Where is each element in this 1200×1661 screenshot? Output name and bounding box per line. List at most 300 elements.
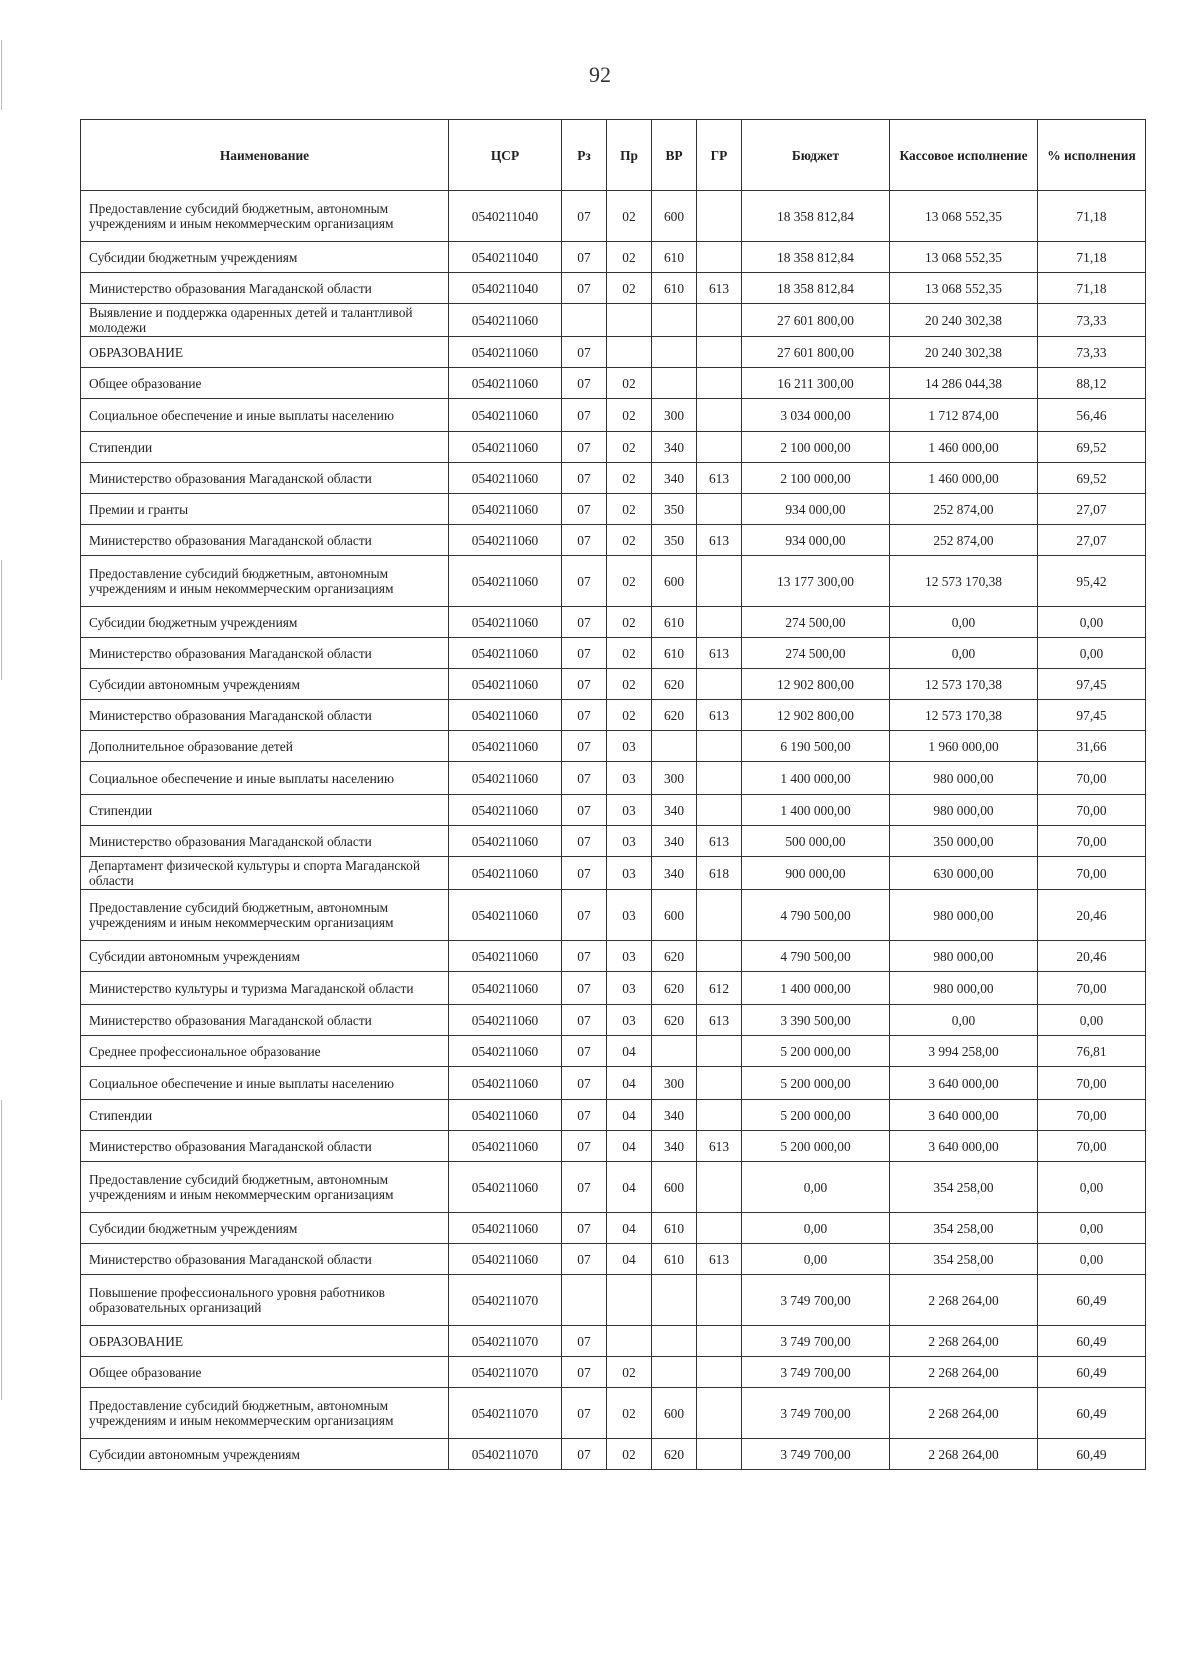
cell-cash: 350 000,00 <box>890 826 1038 857</box>
cell-budget: 3 749 700,00 <box>742 1439 890 1470</box>
cell-vr <box>652 337 697 368</box>
cell-pct: 0,00 <box>1038 1162 1146 1213</box>
cell-csr: 0540211060 <box>449 368 562 399</box>
cell-csr: 0540211060 <box>449 669 562 700</box>
cell-rz: 07 <box>562 273 607 304</box>
table-row <box>81 1439 1146 1470</box>
cell-pr: 04 <box>607 1244 652 1275</box>
cell-gr: 612 <box>697 972 742 1005</box>
table-row <box>81 607 1146 638</box>
cell-rz: 07 <box>562 1357 607 1388</box>
cell-pct: 70,00 <box>1038 857 1146 890</box>
cell-name: Предоставление субсидий бюджетным, автономным учреждениям и иным некоммерческим организациям <box>81 890 449 941</box>
cell-pct: 0,00 <box>1038 607 1146 638</box>
cell-vr: 340 <box>652 1100 697 1131</box>
cell-budget: 5 200 000,00 <box>742 1067 890 1100</box>
cell-cash: 0,00 <box>890 607 1038 638</box>
cell-name: Министерство культуры и туризма Магаданской области <box>81 972 449 1005</box>
cell-pct: 20,46 <box>1038 890 1146 941</box>
cell-pr: 02 <box>607 273 652 304</box>
cell-name: Субсидии бюджетным учреждениям <box>81 1213 449 1244</box>
cell-name: Общее образование <box>81 1357 449 1388</box>
cell-budget: 0,00 <box>742 1162 890 1213</box>
table-row <box>81 556 1146 607</box>
cell-gr <box>697 941 742 972</box>
cell-vr <box>652 304 697 337</box>
cell-pr <box>607 1275 652 1326</box>
cell-rz <box>562 304 607 337</box>
cell-pct: 70,00 <box>1038 762 1146 795</box>
header-row <box>81 120 1146 191</box>
cell-pr: 02 <box>607 525 652 556</box>
cell-vr <box>652 1326 697 1357</box>
cell-cash: 2 268 264,00 <box>890 1439 1038 1470</box>
cell-vr: 600 <box>652 191 697 242</box>
cell-budget: 3 749 700,00 <box>742 1326 890 1357</box>
cell-vr: 300 <box>652 1067 697 1100</box>
cell-cash: 980 000,00 <box>890 941 1038 972</box>
cell-cash: 13 068 552,35 <box>890 273 1038 304</box>
table-row <box>81 1131 1146 1162</box>
cell-pct: 71,18 <box>1038 273 1146 304</box>
cell-budget: 5 200 000,00 <box>742 1036 890 1067</box>
cell-budget: 3 749 700,00 <box>742 1357 890 1388</box>
table-row <box>81 494 1146 525</box>
cell-csr: 0540211070 <box>449 1357 562 1388</box>
cell-cash: 20 240 302,38 <box>890 304 1038 337</box>
cell-csr: 0540211060 <box>449 1213 562 1244</box>
cell-pr: 02 <box>607 242 652 273</box>
cell-vr: 300 <box>652 399 697 432</box>
cell-gr <box>697 1100 742 1131</box>
cell-cash: 3 640 000,00 <box>890 1131 1038 1162</box>
cell-pr: 04 <box>607 1036 652 1067</box>
cell-pct: 0,00 <box>1038 1005 1146 1036</box>
cell-pr: 02 <box>607 1439 652 1470</box>
cell-pr: 02 <box>607 700 652 731</box>
cell-pct: 70,00 <box>1038 826 1146 857</box>
cell-pct: 70,00 <box>1038 795 1146 826</box>
cell-pr: 04 <box>607 1213 652 1244</box>
cell-budget: 13 177 300,00 <box>742 556 890 607</box>
cell-vr: 340 <box>652 857 697 890</box>
cell-budget: 6 190 500,00 <box>742 731 890 762</box>
cell-vr: 600 <box>652 1162 697 1213</box>
cell-pct: 70,00 <box>1038 1067 1146 1100</box>
cell-pr: 02 <box>607 607 652 638</box>
cell-budget: 18 358 812,84 <box>742 273 890 304</box>
cell-rz: 07 <box>562 1005 607 1036</box>
cell-gr: 613 <box>697 1131 742 1162</box>
table-row <box>81 1326 1146 1357</box>
cell-pr: 04 <box>607 1100 652 1131</box>
cell-name: Субсидии автономным учреждениям <box>81 1439 449 1470</box>
cell-vr: 350 <box>652 525 697 556</box>
cell-gr <box>697 368 742 399</box>
cell-rz: 07 <box>562 337 607 368</box>
col-header-cash: Кассовое исполнение <box>890 120 1038 191</box>
cell-csr: 0540211060 <box>449 494 562 525</box>
cell-vr: 300 <box>652 762 697 795</box>
cell-budget: 18 358 812,84 <box>742 242 890 273</box>
cell-csr: 0540211040 <box>449 273 562 304</box>
cell-vr: 620 <box>652 669 697 700</box>
cell-pct: 88,12 <box>1038 368 1146 399</box>
cell-rz: 07 <box>562 1388 607 1439</box>
cell-pct: 20,46 <box>1038 941 1146 972</box>
table-row <box>81 368 1146 399</box>
cell-pct: 70,00 <box>1038 1131 1146 1162</box>
cell-gr: 613 <box>697 525 742 556</box>
table-row <box>81 525 1146 556</box>
col-header-pct: % исполнения <box>1038 120 1146 191</box>
cell-csr: 0540211040 <box>449 242 562 273</box>
cell-rz: 07 <box>562 1326 607 1357</box>
col-header-pr: Пр <box>607 120 652 191</box>
cell-rz <box>562 1275 607 1326</box>
cell-vr <box>652 1357 697 1388</box>
cell-name: Стипендии <box>81 795 449 826</box>
cell-pr: 03 <box>607 890 652 941</box>
table-row <box>81 1100 1146 1131</box>
cell-gr <box>697 1326 742 1357</box>
cell-name: Предоставление субсидий бюджетным, автономным учреждениям и иным некоммерческим организациям <box>81 1388 449 1439</box>
cell-vr <box>652 368 697 399</box>
cell-budget: 274 500,00 <box>742 638 890 669</box>
cell-gr <box>697 795 742 826</box>
table-row <box>81 762 1146 795</box>
cell-rz: 07 <box>562 463 607 494</box>
cell-cash: 980 000,00 <box>890 762 1038 795</box>
cell-rz: 07 <box>562 399 607 432</box>
cell-csr: 0540211060 <box>449 700 562 731</box>
cell-csr: 0540211060 <box>449 731 562 762</box>
cell-pr: 02 <box>607 638 652 669</box>
cell-gr: 618 <box>697 857 742 890</box>
cell-pct: 69,52 <box>1038 432 1146 463</box>
cell-rz: 07 <box>562 191 607 242</box>
cell-budget: 1 400 000,00 <box>742 972 890 1005</box>
cell-pr <box>607 304 652 337</box>
cell-budget: 2 100 000,00 <box>742 463 890 494</box>
cell-cash: 980 000,00 <box>890 890 1038 941</box>
cell-name: Социальное обеспечение и иные выплаты населению <box>81 762 449 795</box>
cell-name: Дополнительное образование детей <box>81 731 449 762</box>
cell-gr: 613 <box>697 273 742 304</box>
cell-csr: 0540211060 <box>449 795 562 826</box>
cell-rz: 07 <box>562 731 607 762</box>
cell-gr <box>697 607 742 638</box>
cell-cash: 1 960 000,00 <box>890 731 1038 762</box>
cell-name: Министерство образования Магаданской области <box>81 638 449 669</box>
cell-rz: 07 <box>562 368 607 399</box>
cell-budget: 4 790 500,00 <box>742 890 890 941</box>
cell-cash: 12 573 170,38 <box>890 700 1038 731</box>
cell-pr: 02 <box>607 432 652 463</box>
table-row <box>81 337 1146 368</box>
cell-name: Министерство образования Магаданской области <box>81 273 449 304</box>
cell-pct: 71,18 <box>1038 242 1146 273</box>
cell-vr: 340 <box>652 1131 697 1162</box>
cell-budget: 1 400 000,00 <box>742 795 890 826</box>
cell-rz: 07 <box>562 242 607 273</box>
budget-table <box>80 119 1146 1470</box>
cell-pct: 56,46 <box>1038 399 1146 432</box>
cell-csr: 0540211060 <box>449 556 562 607</box>
cell-name: Министерство образования Магаданской области <box>81 525 449 556</box>
cell-name: Повышение профессионального уровня работников образовательных организаций <box>81 1275 449 1326</box>
cell-csr: 0540211060 <box>449 1131 562 1162</box>
cell-rz: 07 <box>562 1244 607 1275</box>
cell-rz: 07 <box>562 432 607 463</box>
cell-csr: 0540211060 <box>449 1100 562 1131</box>
cell-name: Премии и гранты <box>81 494 449 525</box>
cell-vr: 600 <box>652 1388 697 1439</box>
cell-budget: 0,00 <box>742 1213 890 1244</box>
cell-pct: 97,45 <box>1038 669 1146 700</box>
cell-rz: 07 <box>562 941 607 972</box>
cell-gr <box>697 762 742 795</box>
cell-gr <box>697 1067 742 1100</box>
table-row <box>81 191 1146 242</box>
cell-pct: 95,42 <box>1038 556 1146 607</box>
cell-pr <box>607 1326 652 1357</box>
cell-csr: 0540211060 <box>449 1067 562 1100</box>
cell-rz: 07 <box>562 857 607 890</box>
table-row <box>81 399 1146 432</box>
cell-csr: 0540211070 <box>449 1388 562 1439</box>
cell-gr: 613 <box>697 1005 742 1036</box>
table-row <box>81 1005 1146 1036</box>
cell-gr: 613 <box>697 1244 742 1275</box>
cell-cash: 354 258,00 <box>890 1244 1038 1275</box>
cell-gr <box>697 556 742 607</box>
cell-pr <box>607 337 652 368</box>
cell-budget: 900 000,00 <box>742 857 890 890</box>
cell-budget: 0,00 <box>742 1244 890 1275</box>
table-row <box>81 432 1146 463</box>
cell-vr: 340 <box>652 826 697 857</box>
cell-name: Министерство образования Магаданской области <box>81 1131 449 1162</box>
cell-gr <box>697 1388 742 1439</box>
cell-csr: 0540211070 <box>449 1439 562 1470</box>
cell-name: Стипендии <box>81 1100 449 1131</box>
table-row <box>81 463 1146 494</box>
table-row <box>81 826 1146 857</box>
cell-gr <box>697 731 742 762</box>
cell-budget: 500 000,00 <box>742 826 890 857</box>
table-body <box>81 191 1146 1470</box>
cell-pr: 03 <box>607 795 652 826</box>
col-header-csr: ЦСР <box>449 120 562 191</box>
table-row <box>81 1388 1146 1439</box>
table-row <box>81 638 1146 669</box>
cell-vr <box>652 731 697 762</box>
cell-budget: 5 200 000,00 <box>742 1131 890 1162</box>
cell-vr: 620 <box>652 1439 697 1470</box>
scan-margin-mark <box>1 560 2 680</box>
cell-cash: 13 068 552,35 <box>890 191 1038 242</box>
cell-name: Министерство образования Магаданской области <box>81 826 449 857</box>
cell-name: Предоставление субсидий бюджетным, автономным учреждениям и иным некоммерческим организациям <box>81 1162 449 1213</box>
cell-csr: 0540211060 <box>449 337 562 368</box>
cell-pct: 60,49 <box>1038 1439 1146 1470</box>
cell-gr: 613 <box>697 638 742 669</box>
cell-pr: 03 <box>607 941 652 972</box>
cell-cash: 12 573 170,38 <box>890 556 1038 607</box>
cell-gr <box>697 669 742 700</box>
cell-name: Департамент физической культуры и спорта Магаданской области <box>81 857 449 890</box>
cell-csr: 0540211060 <box>449 432 562 463</box>
cell-name: Субсидии автономным учреждениям <box>81 669 449 700</box>
cell-pr: 04 <box>607 1162 652 1213</box>
cell-cash: 354 258,00 <box>890 1213 1038 1244</box>
cell-vr: 610 <box>652 1213 697 1244</box>
cell-rz: 07 <box>562 890 607 941</box>
cell-rz: 07 <box>562 607 607 638</box>
cell-vr: 600 <box>652 556 697 607</box>
cell-budget: 18 358 812,84 <box>742 191 890 242</box>
cell-name: Субсидии бюджетным учреждениям <box>81 242 449 273</box>
table-row <box>81 1244 1146 1275</box>
cell-name: ОБРАЗОВАНИЕ <box>81 1326 449 1357</box>
cell-csr: 0540211070 <box>449 1275 562 1326</box>
cell-pct: 0,00 <box>1038 1244 1146 1275</box>
cell-name: Социальное обеспечение и иные выплаты населению <box>81 1067 449 1100</box>
cell-budget: 274 500,00 <box>742 607 890 638</box>
cell-rz: 07 <box>562 638 607 669</box>
cell-name: ОБРАЗОВАНИЕ <box>81 337 449 368</box>
cell-budget: 3 390 500,00 <box>742 1005 890 1036</box>
cell-rz: 07 <box>562 826 607 857</box>
cell-vr: 620 <box>652 972 697 1005</box>
cell-budget: 12 902 800,00 <box>742 669 890 700</box>
table-row <box>81 1036 1146 1067</box>
cell-pct: 0,00 <box>1038 1213 1146 1244</box>
cell-pct: 27,07 <box>1038 525 1146 556</box>
cell-gr: 613 <box>697 463 742 494</box>
cell-vr: 620 <box>652 1005 697 1036</box>
cell-vr: 610 <box>652 607 697 638</box>
cell-csr: 0540211060 <box>449 826 562 857</box>
cell-csr: 0540211060 <box>449 463 562 494</box>
cell-cash: 2 268 264,00 <box>890 1388 1038 1439</box>
cell-csr: 0540211070 <box>449 1326 562 1357</box>
cell-vr: 340 <box>652 795 697 826</box>
cell-pct: 73,33 <box>1038 304 1146 337</box>
cell-gr <box>697 1036 742 1067</box>
table-row <box>81 795 1146 826</box>
table-row <box>81 1275 1146 1326</box>
cell-csr: 0540211060 <box>449 762 562 795</box>
table-row <box>81 700 1146 731</box>
col-header-budget: Бюджет <box>742 120 890 191</box>
cell-pct: 60,49 <box>1038 1326 1146 1357</box>
cell-pct: 27,07 <box>1038 494 1146 525</box>
cell-name: Министерство образования Магаданской области <box>81 1244 449 1275</box>
cell-budget: 934 000,00 <box>742 494 890 525</box>
cell-vr: 620 <box>652 941 697 972</box>
cell-name: Субсидии бюджетным учреждениям <box>81 607 449 638</box>
cell-vr: 610 <box>652 242 697 273</box>
cell-name: Стипендии <box>81 432 449 463</box>
col-header-gr: ГР <box>697 120 742 191</box>
cell-gr <box>697 399 742 432</box>
cell-pct: 76,81 <box>1038 1036 1146 1067</box>
cell-cash: 3 640 000,00 <box>890 1100 1038 1131</box>
cell-budget: 3 749 700,00 <box>742 1275 890 1326</box>
cell-cash: 0,00 <box>890 638 1038 669</box>
cell-csr: 0540211040 <box>449 191 562 242</box>
cell-pr: 03 <box>607 972 652 1005</box>
scan-margin-mark <box>1 1100 2 1400</box>
cell-csr: 0540211060 <box>449 1036 562 1067</box>
cell-pr: 03 <box>607 762 652 795</box>
cell-pct: 97,45 <box>1038 700 1146 731</box>
cell-budget: 27 601 800,00 <box>742 337 890 368</box>
cell-pr: 02 <box>607 368 652 399</box>
cell-name: Предоставление субсидий бюджетным, автономным учреждениям и иным некоммерческим организациям <box>81 556 449 607</box>
cell-pct: 69,52 <box>1038 463 1146 494</box>
table-row <box>81 941 1146 972</box>
cell-rz: 07 <box>562 669 607 700</box>
table-row <box>81 669 1146 700</box>
cell-pr: 02 <box>607 669 652 700</box>
cell-pr: 03 <box>607 1005 652 1036</box>
cell-cash: 980 000,00 <box>890 972 1038 1005</box>
cell-csr: 0540211060 <box>449 1244 562 1275</box>
cell-pct: 60,49 <box>1038 1388 1146 1439</box>
cell-csr: 0540211060 <box>449 638 562 669</box>
cell-rz: 07 <box>562 1036 607 1067</box>
cell-csr: 0540211060 <box>449 1005 562 1036</box>
cell-name: Общее образование <box>81 368 449 399</box>
cell-budget: 934 000,00 <box>742 525 890 556</box>
cell-pr: 02 <box>607 399 652 432</box>
cell-rz: 07 <box>562 1213 607 1244</box>
cell-gr <box>697 191 742 242</box>
cell-pr: 03 <box>607 731 652 762</box>
cell-pr: 04 <box>607 1067 652 1100</box>
cell-cash: 3 640 000,00 <box>890 1067 1038 1100</box>
cell-pct: 0,00 <box>1038 638 1146 669</box>
cell-cash: 252 874,00 <box>890 494 1038 525</box>
cell-rz: 07 <box>562 1162 607 1213</box>
cell-pr: 04 <box>607 1131 652 1162</box>
cell-vr: 610 <box>652 638 697 669</box>
cell-csr: 0540211060 <box>449 607 562 638</box>
cell-pr: 02 <box>607 1388 652 1439</box>
cell-budget: 27 601 800,00 <box>742 304 890 337</box>
cell-gr: 613 <box>697 826 742 857</box>
cell-gr <box>697 1357 742 1388</box>
cell-rz: 07 <box>562 525 607 556</box>
cell-name: Среднее профессиональное образование <box>81 1036 449 1067</box>
cell-pct: 31,66 <box>1038 731 1146 762</box>
cell-vr: 340 <box>652 463 697 494</box>
cell-vr: 610 <box>652 273 697 304</box>
cell-gr <box>697 242 742 273</box>
cell-pr: 02 <box>607 1357 652 1388</box>
cell-cash: 14 286 044,38 <box>890 368 1038 399</box>
cell-rz: 07 <box>562 1131 607 1162</box>
table-row <box>81 1162 1146 1213</box>
cell-csr: 0540211060 <box>449 304 562 337</box>
cell-gr <box>697 432 742 463</box>
cell-gr <box>697 1162 742 1213</box>
cell-gr <box>697 890 742 941</box>
table-row <box>81 972 1146 1005</box>
